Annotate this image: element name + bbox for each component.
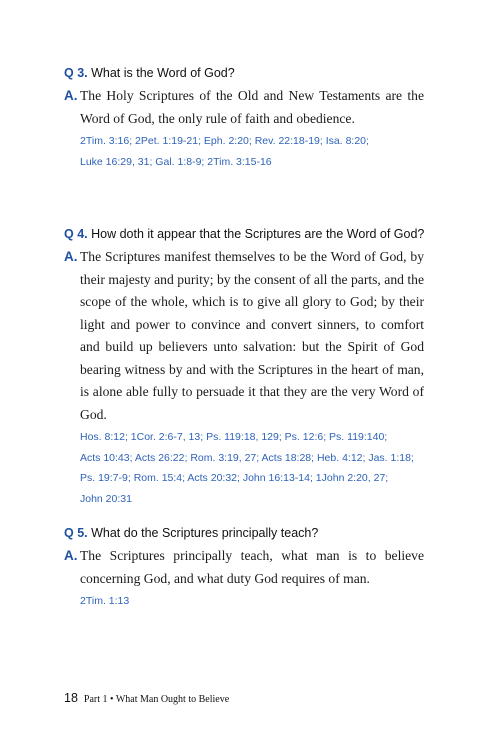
running-footer: Part 1 • What Man Ought to Believe bbox=[83, 694, 230, 705]
answer-text: The Scriptures principally teach, what man is to believe concerning God, and what duty God requires of man. bbox=[80, 548, 424, 586]
answer-q3 bbox=[64, 85, 424, 130]
question-number: Q 3. bbox=[64, 66, 88, 80]
scripture-refs-q3 bbox=[64, 131, 424, 172]
scripture-refs-q4 bbox=[64, 427, 424, 509]
question-q5 bbox=[64, 525, 424, 541]
scripture-refs-q5 bbox=[64, 591, 424, 612]
qa-block-q4 bbox=[64, 226, 424, 509]
answer-q4 bbox=[64, 246, 424, 426]
page-number: 18 bbox=[64, 691, 78, 705]
page-footer bbox=[64, 689, 229, 707]
question-number: Q 5. bbox=[64, 526, 88, 540]
answer-label: A. bbox=[64, 88, 78, 103]
scripture-ref-line: Luke 16:29, 31; Gal. 1:8-9; 2Tim. 3:15-16 bbox=[80, 155, 272, 168]
scripture-ref-line: 2Tim. 1:13 bbox=[80, 595, 130, 607]
answer-label: A. bbox=[64, 249, 78, 264]
scripture-ref-line: Acts 10:43; Acts 26:22; Rom. 3:19, 27; Acts 18:28; Heb. 4:12; Jas. 1:18; bbox=[80, 451, 414, 464]
scripture-ref-line: John 20:31 bbox=[80, 492, 132, 505]
answer-q5 bbox=[64, 545, 424, 590]
answer-text: The Holy Scriptures of the Old and New Testaments are the Word of God, the only rule of faith and obedience. bbox=[80, 88, 424, 126]
question-text: How doth it appear that the Scriptures are the Word of God? bbox=[87, 227, 425, 241]
question-number: Q 4. bbox=[64, 227, 88, 241]
answer-text: The Scriptures manifest themselves to be the Word of God, by their majesty and purity; by the consent of all the parts, and the scope of the whole, which is to give all glory to God; by their light and power to convince and convert sinners, to comfort and build up believers unto salvation: but the Spirit of God bearing witness by and with the Scriptures in the heart of man, is alone able fully to persuade it that they are the very Word of God. bbox=[80, 249, 424, 422]
question-q4 bbox=[64, 226, 424, 242]
qa-block-q5 bbox=[64, 525, 424, 612]
answer-label: A. bbox=[64, 548, 78, 563]
question-text: What do the Scriptures principally teach? bbox=[87, 526, 319, 540]
question-q3 bbox=[64, 65, 424, 81]
scripture-ref-line: Hos. 8:12; 1Cor. 2:6-7, 13; Ps. 119:18, 129; Ps. 12:6; Ps. 119:140; bbox=[80, 431, 388, 443]
scripture-ref-line: Ps. 19:7-9; Rom. 15:4; Acts 20:32; John 16:13-14; 1John 2:20, 27; bbox=[80, 472, 389, 484]
scripture-ref-line: 2Tim. 3:16; 2Pet. 1:19-21; Eph. 2:20; Rev. 22:18-19; Isa. 8:20; bbox=[80, 135, 369, 147]
qa-block-q3 bbox=[64, 65, 424, 172]
question-text: What is the Word of God? bbox=[87, 66, 235, 80]
